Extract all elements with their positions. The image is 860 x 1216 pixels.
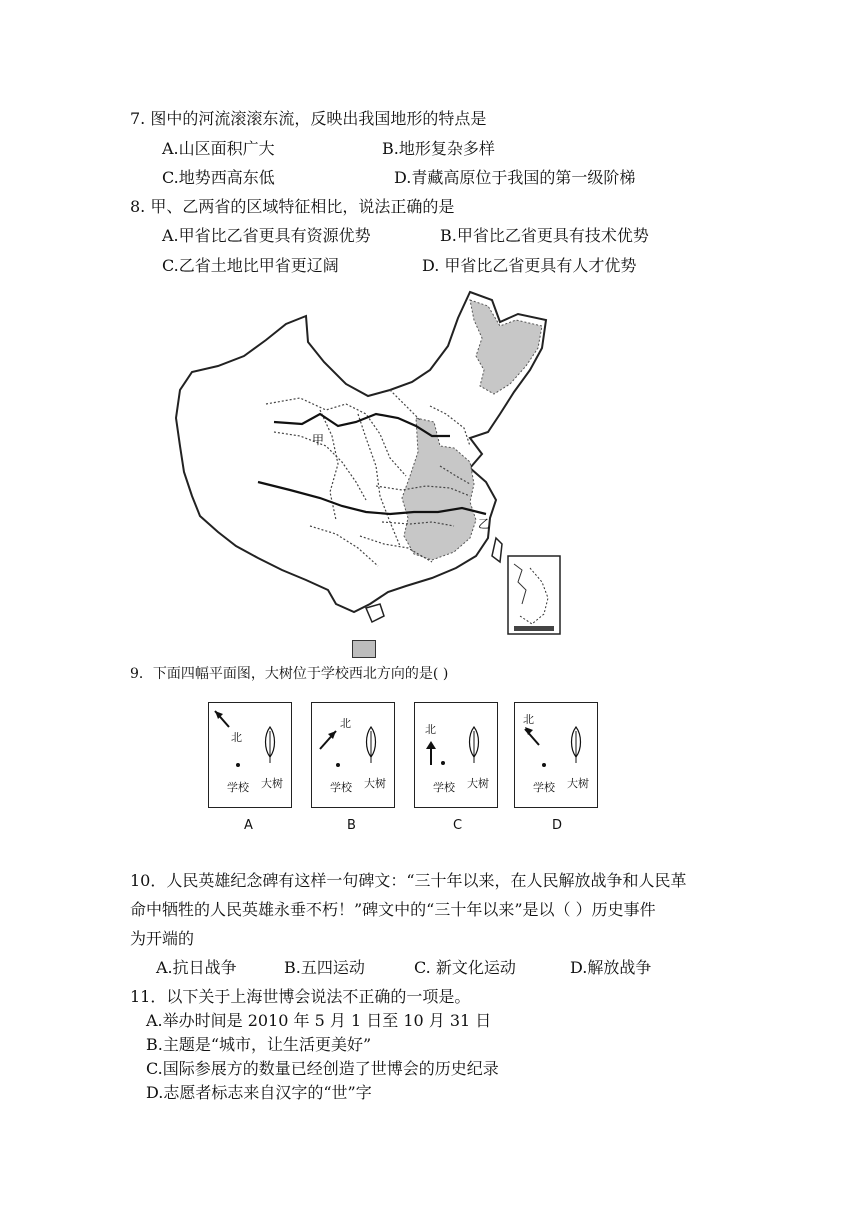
school-label: 学校: [330, 781, 352, 794]
q10-option-a: A.抗日战争: [156, 958, 237, 977]
school-dot: [542, 763, 546, 767]
q11-option-c: C.国际参展方的数量已经创造了世博会的历史纪录: [146, 1059, 499, 1078]
q11-option-d: D.志愿者标志来自汉字的“世”字: [146, 1083, 372, 1102]
school-label: 学校: [533, 781, 555, 794]
tree-label: 大树: [467, 777, 489, 790]
q10-option-b: B.五四运动: [284, 958, 365, 977]
map-label-jia: 甲: [312, 433, 325, 447]
q9-caption-a: A: [244, 818, 253, 833]
q9-stem: 9．下面四幅平面图，大树位于学校西北方向的是( ): [130, 666, 449, 682]
q11-option-a: A.举办时间是 2010 年 5 月 1 日至 10 月 31 日: [146, 1011, 492, 1030]
north-label: 北: [231, 731, 242, 744]
q7-option-a: A.山区面积广大: [162, 139, 275, 158]
map-label-yi: 乙: [478, 517, 491, 531]
tree-icon: [567, 725, 585, 765]
school-dot: [236, 763, 240, 767]
north-arrow-icon: [316, 727, 340, 753]
q8-option-a: A.甲省比乙省更具有资源优势: [162, 226, 371, 245]
north-arrow-icon: [425, 741, 437, 767]
q9-panel-a: [208, 702, 292, 808]
q8-stem: 8. 甲、乙两省的区域特征相比，说法正确的是: [130, 197, 455, 216]
north-label: 北: [425, 723, 436, 736]
q7-option-c: C.地势西高东低: [162, 168, 275, 187]
q10-line-3: 为开端的: [130, 929, 195, 948]
school-dot: [441, 761, 445, 765]
school-label: 学校: [433, 781, 455, 794]
china-map-svg: [170, 286, 570, 638]
q7-option-d: D.青藏高原位于我国的第一级阶梯: [394, 168, 636, 187]
q8-option-c: C.乙省土地比甲省更辽阔: [162, 256, 339, 275]
q9-caption-d: D: [552, 818, 563, 833]
shaded-area-legend: [352, 640, 376, 658]
q10-option-d: D.解放战争: [570, 958, 652, 977]
school-dot: [336, 763, 340, 767]
q11-option-b: B.主题是“城市，让生活更美好”: [146, 1035, 372, 1054]
q9-caption-c: C: [453, 818, 463, 833]
q8-option-b: B.甲省比乙省更具有技术优势: [440, 226, 649, 245]
q9-caption-b: B: [347, 818, 356, 833]
q10-line-1: 10．人民英雄纪念碑有这样一句碑文：“三十年以来，在人民解放战争和人民革: [130, 871, 687, 890]
hainan-island: [366, 604, 384, 622]
china-map: [170, 286, 570, 638]
q11-stem: 11．以下关于上海世博会说法不正确的一项是。: [130, 987, 471, 1006]
q10-option-c: C. 新文化运动: [414, 958, 516, 977]
north-label: 北: [523, 713, 534, 726]
south-china-sea-inset: [508, 556, 560, 634]
q7-stem: 7. 图中的河流滚滚东流，反映出我国地形的特点是: [130, 109, 487, 128]
school-label: 学校: [227, 781, 249, 794]
q7-option-b: B.地形复杂多样: [382, 139, 495, 158]
q9-panel-b: [311, 702, 395, 808]
tree-icon: [362, 725, 380, 765]
q9-panel-d: [514, 702, 598, 808]
north-arrow-icon: [521, 723, 543, 749]
tree-label: 大树: [567, 777, 589, 790]
q10-line-2: 命中牺牲的人民英雄永垂不朽！”碑文中的“三十年以来”是以（ ）历史事件: [130, 900, 656, 919]
q8-option-d: D. 甲省比乙省更具有人才优势: [422, 256, 637, 275]
north-label: 北: [340, 717, 351, 730]
tree-label: 大树: [364, 777, 386, 790]
tree-icon: [261, 725, 279, 765]
tree-label: 大树: [261, 777, 283, 790]
q9-panel-c: [414, 702, 498, 808]
taiwan-island: [492, 538, 502, 562]
tree-icon: [465, 725, 483, 765]
